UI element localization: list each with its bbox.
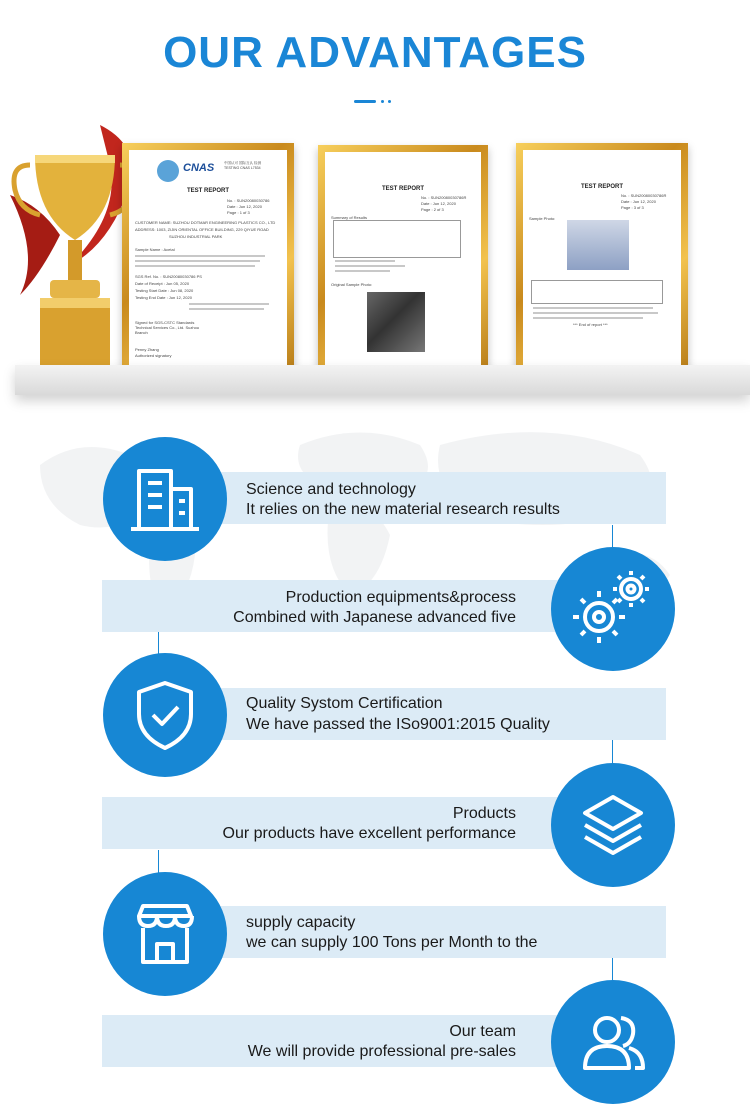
display-shelf: [15, 365, 750, 395]
date-receipt: Jun 05, 2020: [165, 281, 190, 286]
report-page: 2 of 3: [433, 207, 444, 212]
certificate-frame-2: TEST REPORT No. : SUN20080030786R Date : Jun 12, 2020 Page : 2 of 3 Summary of Results Original Sample Photo:: [318, 145, 488, 377]
gears-icon: [551, 547, 675, 671]
advantage-title: Our team: [449, 1023, 516, 1040]
report-number: SUN20080030786R: [630, 193, 667, 198]
building-icon: [103, 437, 227, 561]
report-date: Jun 12, 2020: [238, 204, 262, 209]
summary-heading: Summary of Results: [331, 215, 368, 220]
certificate-frame-3: TEST REPORT No. : SUN20080030786R Date : Jun 12, 2020 Page : 3 of 3 Sample Photo: *** End of report ***: [516, 143, 688, 377]
advantage-desc: Our products have excellent performance: [222, 825, 516, 842]
lab-accreditation-text: 中国认可 国际互认 检测 TESTING CNAS L7534: [224, 161, 261, 170]
sgs-ref: SUN20080030786 PS: [162, 274, 202, 279]
layers-icon: [551, 763, 675, 887]
sample-photo: [367, 292, 425, 352]
signer-name: Penny Zhang: [135, 347, 159, 352]
report-page: 3 of 3: [633, 205, 644, 210]
report-date: Jun 12, 2020: [632, 199, 656, 204]
advantage-band-quality: [190, 688, 666, 740]
equipment-table: [531, 280, 663, 304]
advantage-desc: It relies on the new material research results: [246, 501, 560, 518]
photo-caption: Sample Photo:: [529, 216, 556, 221]
advantage-title: Products: [452, 805, 516, 822]
testing-start: Jun 08, 2020: [170, 288, 194, 293]
advantage-desc: We have passed the ISo9001:2015 Quality: [246, 716, 550, 733]
sample-photo: [567, 220, 629, 270]
advantage-title: Production equipments&process: [285, 589, 516, 606]
advantage-band-production: [102, 580, 578, 632]
advantage-band-products: [102, 797, 578, 849]
advantage-title: supply capacity: [246, 914, 356, 931]
signer-title: Authorized signatory: [135, 353, 172, 358]
photo-caption: Original Sample Photo:: [331, 282, 373, 287]
advantage-band-science: [190, 472, 666, 524]
customer-name: SUZHOU DOTMAR ENGINEERING PLASTICS CO., LTD: [172, 220, 276, 225]
advantage-title: Quality Systom Certification: [246, 695, 443, 712]
results-table: [333, 220, 461, 258]
certificate-frame-1: CNAS 中国认可 国际互认 检测 TESTING CNAS L7534 TEST REPORT No. : SUN20080030786 Date : Jun 12, 2020 Page : 1 of 3 CUSTOMER NAME: SUZHOU DOTMAR ENGINEERING PLASTICS CO., LTD ADDRESS: 1003, ZIJIN ORIENTAL OFFICE BUILDING, 229 QIYUE ROAD SUZHOU INDUSTRIAL PARK Sample Name : Acetal SGS Ref. No. : SUN20080030786 PS Date of Receipt : Jun 05, 2020 Testing Start Date : Jun 08, 2020 Testing End Date : Jun 12, 2020 Signed for SGS-CSTC Standards Technical Services Co., Ltd. Suzhou Branch Penny Zhang Authorized signatory: [122, 143, 294, 377]
signed-for: Signed for SGS-CSTC Standards Technical Services Co., Ltd. Suzhou Branch: [135, 320, 200, 335]
customer-address: 1003, ZIJIN ORIENTAL OFFICE BUILDING, 229 QIYUE ROAD: [156, 227, 269, 232]
end-of-report: *** End of report ***: [573, 322, 608, 327]
advantage-band-team: [102, 1015, 578, 1067]
testing-end: Jun 12, 2020: [168, 295, 192, 300]
report-heading: TEST REPORT: [381, 186, 424, 192]
advantage-desc: Combined with Japanese advanced five: [233, 609, 516, 626]
team-icon: [551, 980, 675, 1104]
storefront-icon: [103, 872, 227, 996]
shield-check-icon: [103, 653, 227, 777]
page-title: OUR ADVANTAGES: [163, 28, 587, 77]
advantage-desc: we can supply 100 Tons per Month to the: [246, 934, 538, 951]
advantage-desc: We will provide professional pre-sales: [247, 1043, 516, 1060]
cnas-logo-icon: CNAS: [183, 162, 215, 174]
advantage-band-supply: [190, 906, 666, 958]
report-number: SUN20080030786: [236, 198, 270, 203]
advantage-title: Science and technology: [246, 481, 416, 498]
report-date: Jun 12, 2020: [432, 201, 456, 206]
ilac-logo-icon: [157, 160, 179, 182]
customer-address-2: SUZHOU INDUSTRIAL PARK: [169, 234, 223, 239]
report-number: SUN20080030786R: [430, 195, 467, 200]
report-heading: TEST REPORT: [186, 188, 229, 194]
sample-name: Acetal: [163, 247, 175, 252]
report-heading: TEST REPORT: [580, 184, 623, 190]
report-page: 1 of 3: [239, 210, 250, 215]
